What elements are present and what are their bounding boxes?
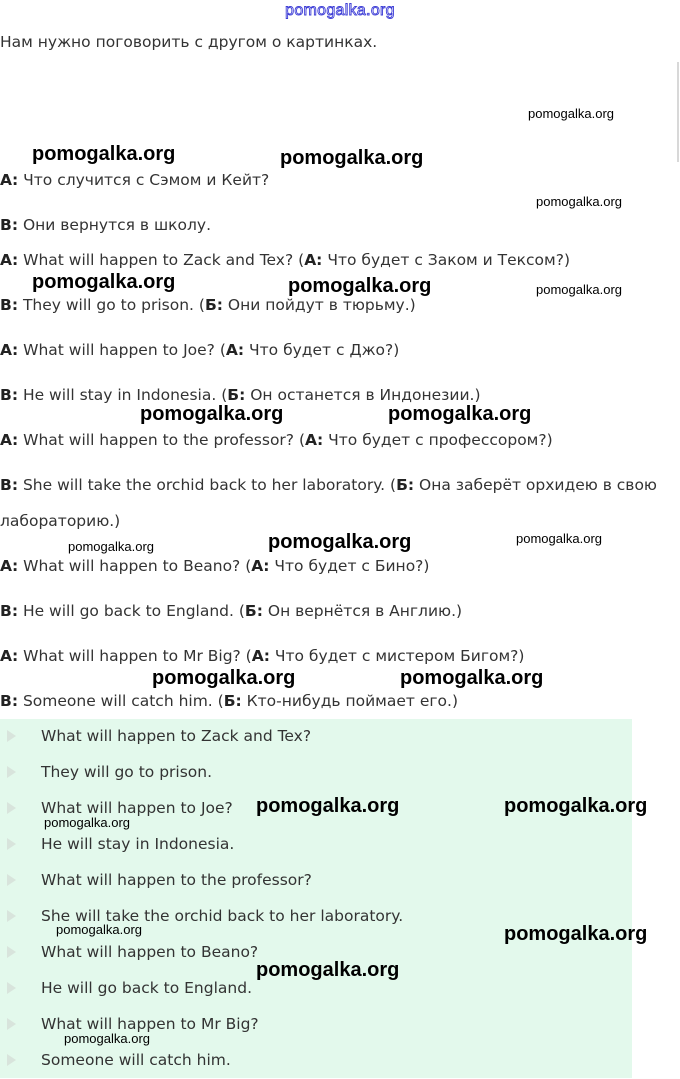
dialogue-line xyxy=(0,251,570,269)
speaker-label: А: xyxy=(0,341,19,359)
audio-phrase-text: He will stay in Indonesia. xyxy=(41,835,235,853)
watermark: pomogalka.org xyxy=(152,667,296,689)
play-icon[interactable] xyxy=(4,909,18,923)
watermark: pomogalka.org xyxy=(32,143,176,165)
watermark: pomogalka.org xyxy=(256,795,400,817)
dialogue-line xyxy=(0,171,269,189)
dialogue-line xyxy=(0,647,524,665)
speaker-label: А: xyxy=(0,171,19,189)
site-watermark-top: pomogalka.org xyxy=(285,2,395,19)
dialogue-line xyxy=(0,512,120,530)
watermark: pomogalka.org xyxy=(504,923,648,945)
play-icon[interactable] xyxy=(4,945,18,959)
dialogue-text: Что будет с профессором?) xyxy=(323,431,553,449)
dialogue-text: Что будет с мистером Бигом?) xyxy=(269,647,525,665)
speaker-label: Б: xyxy=(396,476,415,494)
play-icon[interactable] xyxy=(4,765,18,779)
speaker-label: А: xyxy=(304,251,323,269)
dialogue-text: Они пойдут в тюрьму.) xyxy=(222,296,416,314)
play-icon[interactable] xyxy=(4,837,18,851)
dialogue-text: She will take the orchid back to her laboratory. ( xyxy=(18,476,397,494)
watermark: pomogalka.org xyxy=(44,815,130,830)
watermark: pomogalka.org xyxy=(400,667,544,689)
dialogue-text: Что случится с Сэмом и Кейт? xyxy=(18,171,270,189)
watermark: pomogalka.org xyxy=(64,1031,150,1046)
dialogue-text: лабораторию.) xyxy=(0,512,121,530)
watermark: pomogalka.org xyxy=(536,194,622,209)
dialogue-line xyxy=(0,476,657,494)
audio-phrase-text: He will go back to England. xyxy=(41,979,252,997)
audio-phrase-text: What will happen to Beano? xyxy=(41,943,259,961)
dialogue-line xyxy=(0,431,553,449)
dialogue-line xyxy=(0,557,429,575)
watermark: pomogalka.org xyxy=(256,959,400,981)
watermark: pomogalka.org xyxy=(516,531,602,546)
dialogue-line xyxy=(0,216,211,234)
speaker-label: В: xyxy=(0,216,19,234)
dialogue-text: Он вернётся в Англию.) xyxy=(262,602,463,620)
speaker-label: В: xyxy=(0,692,19,710)
watermark: pomogalka.org xyxy=(268,531,412,553)
audio-phrase-text: What will happen to Mr Big? xyxy=(41,1015,259,1033)
speaker-label: В: xyxy=(0,476,19,494)
play-icon[interactable] xyxy=(4,1017,18,1031)
watermark: pomogalka.org xyxy=(288,275,432,297)
dialogue-line xyxy=(0,602,462,620)
dialogue-text: They will go to prison. ( xyxy=(18,296,205,314)
audio-phrase-text: What will happen to the professor? xyxy=(41,871,312,889)
audio-phrase-row[interactable] xyxy=(0,755,632,791)
audio-phrase-row[interactable] xyxy=(0,827,632,863)
speaker-label: Б: xyxy=(223,692,242,710)
dialogue-line xyxy=(0,341,399,359)
dialogue-text: Someone will catch him. ( xyxy=(18,692,224,710)
dialogue-line xyxy=(0,296,416,314)
watermark: pomogalka.org xyxy=(140,403,284,425)
audio-phrase-text: What will happen to Zack and Tex? xyxy=(41,727,312,745)
audio-phrase-text: They will go to prison. xyxy=(41,763,213,781)
play-icon[interactable] xyxy=(4,729,18,743)
speaker-label: Б: xyxy=(227,386,246,404)
dialogue-text: Он останется в Индонезии.) xyxy=(245,386,481,404)
dialogue-text: What will happen to Beano? ( xyxy=(18,557,252,575)
watermark: pomogalka.org xyxy=(32,271,176,293)
speaker-label: А: xyxy=(0,557,19,575)
speaker-label: А: xyxy=(0,431,19,449)
audio-phrase-panel xyxy=(0,719,632,1078)
watermark: pomogalka.org xyxy=(280,147,424,169)
dialogue-text: Она заберёт орхидею в свою xyxy=(414,476,657,494)
play-icon[interactable] xyxy=(4,801,18,815)
watermark: pomogalka.org xyxy=(68,539,154,554)
speaker-label: А: xyxy=(0,251,19,269)
speaker-label: В: xyxy=(0,602,19,620)
speaker-label: А: xyxy=(251,557,270,575)
audio-phrase-text: She will take the orchid back to her laboratory. xyxy=(41,907,404,925)
speaker-label: А: xyxy=(251,647,270,665)
speaker-label: Б: xyxy=(204,296,223,314)
dialogue-text: What will happen to Joe? ( xyxy=(18,341,226,359)
dialogue-line xyxy=(0,692,458,710)
dialogue-text: What will happen to the professor? ( xyxy=(18,431,305,449)
play-icon[interactable] xyxy=(4,873,18,887)
audio-phrase-row[interactable] xyxy=(0,719,632,755)
watermark: pomogalka.org xyxy=(528,106,614,121)
dialogue-text: Что будет с Джо?) xyxy=(244,341,400,359)
dialogue-text: Кто-нибудь поймает его.) xyxy=(241,692,458,710)
watermark: pomogalka.org xyxy=(56,922,142,937)
speaker-label: В: xyxy=(0,296,19,314)
audio-phrase-text: Someone will catch him. xyxy=(41,1051,231,1069)
play-icon[interactable] xyxy=(4,1053,18,1067)
dialogue-text: He will stay in Indonesia. ( xyxy=(18,386,228,404)
speaker-label: А: xyxy=(305,431,324,449)
watermark: pomogalka.org xyxy=(504,795,648,817)
audio-phrase-text: What will happen to Joe? xyxy=(41,799,233,817)
speaker-label: Б: xyxy=(244,602,263,620)
speaker-label: А: xyxy=(0,647,19,665)
play-icon[interactable] xyxy=(4,981,18,995)
dialogue-text: What will happen to Mr Big? ( xyxy=(18,647,252,665)
dialogue-text: Что будет с Заком и Тексом?) xyxy=(322,251,571,269)
intro-text: Нам нужно поговорить с другом о картинках. xyxy=(0,33,378,51)
dialogue-text: Что будет с Бино?) xyxy=(269,557,430,575)
watermark: pomogalka.org xyxy=(388,403,532,425)
dialogue-line xyxy=(0,386,481,404)
audio-phrase-row[interactable] xyxy=(0,863,632,899)
speaker-label: А: xyxy=(225,341,245,359)
speaker-label: В: xyxy=(0,386,19,404)
dialogue-text: What will happen to Zack and Tex? ( xyxy=(18,251,305,269)
dialogue-text: He will go back to England. ( xyxy=(18,602,245,620)
audio-phrase-row[interactable] xyxy=(0,1043,632,1079)
watermark: pomogalka.org xyxy=(536,282,622,297)
dialogue-text: Они вернутся в школу. xyxy=(18,216,211,234)
scrollbar[interactable] xyxy=(677,62,679,162)
